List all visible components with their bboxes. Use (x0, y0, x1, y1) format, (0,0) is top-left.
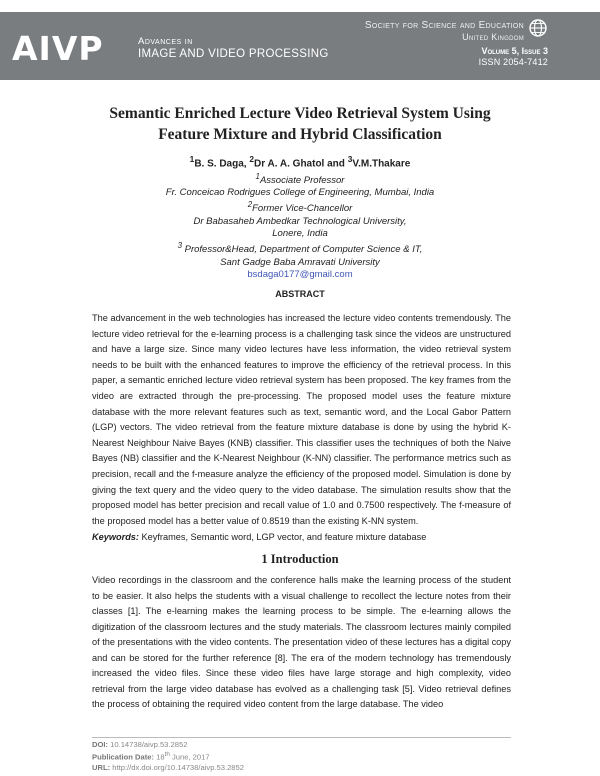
author3-name: V.M.Thakare (352, 158, 411, 170)
globe-icon (528, 18, 548, 38)
affiliation-line (60, 216, 540, 228)
author1-sup: 1 (189, 154, 195, 164)
paper-title (60, 103, 540, 145)
affiliation-line (60, 187, 540, 199)
aff-sup: 1 (255, 171, 260, 181)
footer-divider (92, 737, 511, 738)
doi-label: DOI: (92, 740, 109, 749)
aff-sup: 2 (247, 200, 253, 210)
pubdate-day: 18 (154, 752, 165, 762)
keywords-label: Keywords: (92, 532, 139, 542)
author-block (60, 153, 540, 281)
aff-text: Professor&Head, Department of Computer Science & IT, (181, 244, 423, 256)
affiliation-line (60, 257, 540, 269)
volume-info (479, 46, 548, 68)
author2-sup: 2 (249, 154, 254, 164)
society-line1: Society for Science and Education (364, 20, 524, 31)
aff-text: Dr Babasaheb Ambedkar Technological University, (193, 215, 407, 227)
doi-value[interactable]: 10.14738/aivp.53.2852 (108, 740, 188, 749)
aff-text: Associate Professor (259, 174, 345, 186)
volume-issue: Volume 5, Issue 3 (481, 46, 548, 56)
author-names (60, 153, 540, 171)
affiliation-line (60, 199, 540, 215)
society-line2: United Kingdom (462, 31, 524, 42)
pubdate-rest: June, 2017 (169, 752, 210, 762)
abstract-text: The advancement in the web technologies has increased the lecture video contents tremendously. The lecture video retrieval for the e-learning process is a challenging task since the videos are unstructured and have a large size. Since many video lectures have less information, the video retrieval system needs to be built with the enhanced features to improve the efficiency of the retrieval process. In this paper, a semantic enriched lecture video retrieval system has been proposed. The key frames from the video are extracted through the pre-processing. The proposed model uses the feature mixture database with the more relevant features such as text, semantic word, and the Local Gabor Pattern (LGP) vectors. The video retrieval from the feature mixture database is done by using the hybrid K-Nearest Neighbour Naive Bayes (KNB) classifier. This classifier uses the techniques of both the Naive Bayes (NB) classifier and the K-Nearest Neighbour (K-NN) classifier. The performance metrics such as precision, recall and the f-measure analyze the efficiency of the proposed model. Simulation is done by giving the text query and the video query to the video database. The simulation results show that the proposed model has better precision and recall value of 1.0 and 0.7500 respectively. The f-measure of the proposed model has a better value of 0.8519 than the existing K-NN system. (92, 313, 511, 526)
url-value[interactable]: http://dx.doi.org/10.14738/aivp.53.2852 (110, 762, 244, 772)
doi-line (92, 740, 511, 750)
title-line1: Semantic Enriched Lecture Video Retrieval System Using (109, 105, 491, 122)
url-line (92, 763, 511, 773)
abstract-heading: ABSTRACT (275, 289, 325, 299)
url-label: URL: (92, 762, 111, 772)
author2-name: Dr A. A. Ghatol and (253, 158, 348, 170)
affiliation-line (60, 171, 540, 187)
aff-sup: 3 (177, 241, 182, 251)
section-heading: 1 Introduction (261, 552, 339, 566)
journal-logo: AIVP (12, 29, 104, 68)
pubdate-line (92, 750, 511, 763)
author1-name: B. S. Daga, (194, 158, 250, 170)
pubdate-label: Publication Date: (92, 752, 155, 762)
publication-name (138, 37, 329, 61)
introduction-text: Video recordings in the classroom and the conference halls make the learning process of the student to be easier. It also helps the students with a visual challenge to recollect the lecture notes from their classes [1]. The e-learning makes the learning process to be simple. The e-learning allows the digitization of the classroom lectures and the study materials. The classroom lectures mainly compiled of the presentations with the video contents. The presentation video of these lectures has a digital copy and can be stored for the further reference [8]. The era of the modern technology has tremendously increased the video files. Since these video files have large storage and high complexity, video retrieval from the large video database has evolved as a challenging task [5]. Video retrieval defines the process of obtaining the required video content from the large database. The video (92, 575, 511, 709)
affiliation-line (60, 228, 540, 240)
affiliation-line (60, 240, 540, 256)
publication-line1: Advances in (138, 36, 193, 47)
issn: ISSN 2054-7412 (478, 56, 548, 67)
author-email[interactable]: bsdaga0177@gmail.com (247, 269, 353, 281)
publication-line2: IMAGE AND VIDEO PROCESSING (138, 47, 329, 60)
aff-text: Fr. Conceicao Rodrigues College of Engineering, Mumbai, India (165, 187, 435, 199)
title-line2: Feature Mixture and Hybrid Classification (158, 126, 442, 143)
aff-text: Former Vice-Chancellor (252, 203, 353, 215)
keywords (92, 532, 511, 542)
society-name (365, 20, 524, 42)
journal-header (0, 0, 600, 92)
author3-sup: 3 (347, 154, 353, 164)
pubdate-sup: th (164, 751, 170, 758)
aff-text: Lonere, India (272, 228, 328, 240)
keywords-text: Keyframes, Semantic word, LGP vector, and feature mixture database (138, 532, 427, 542)
aff-text: Sant Gadge Baba Amravati University (220, 256, 380, 268)
article-footer (92, 740, 511, 773)
